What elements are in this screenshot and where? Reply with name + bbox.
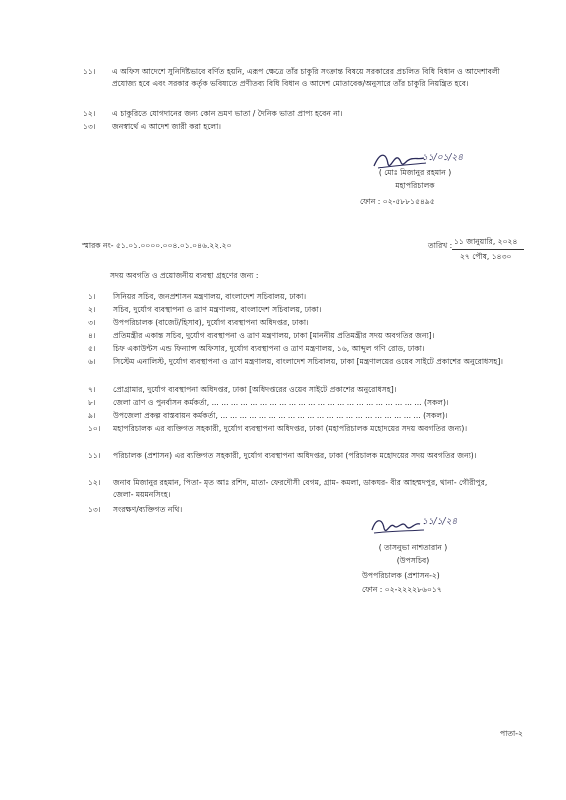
list-number: ১০। xyxy=(88,424,101,433)
list-text: জনাব মিজানুর রহমান, পিতা- মৃত আঃ রশিদ, মাতা- ফেরদৌসী বেগম, গ্রাম- কমলা, ডাকঘর- বীর আহম্মদপুর, থানা- গৌরীপুর, জেলা- ময়মনসিংহ। xyxy=(113,478,488,499)
page-number: পাতা-২ xyxy=(500,729,523,738)
signature-date: ১১/০১/২৪ xyxy=(422,153,464,163)
date-gregorian: ১১ জানুয়ারি, ২০২৪ xyxy=(454,237,518,246)
list-text: সংরক্ষণ/ব্যক্তিগত নথি। xyxy=(113,505,183,514)
clause-text: এ অফিস আদেশে সুনির্দিষ্টভাবে বর্ণিত হয়নি, এরূপ ক্ষেত্রে তাঁর চাকুরি সংক্রান্ত বিষয়ে সরকারের প্রচলিত বিধি বিধান ও আদেশাবলী প্রযোজ্য হবে এবং সরকার কর্তৃক ভবিষ্যতে প্রণীতব্য বিধি বিধান ও আদেশ মোতাবেক/অনুসারে তাঁর চাকুরি নিয়ন্ত্রিত হবে। xyxy=(112,67,500,88)
list-text: সচিব, দুর্যোগ ব্যবস্থাপনা ও ত্রাণ মন্ত্রণালয়, বাংলাদেশ সচিবালয়, ঢাকা। xyxy=(113,305,322,314)
list-number: ৩। xyxy=(88,318,96,327)
list-text: উপজেলা প্রকল্প বাস্তবায়ন কর্মকর্তা, ... ... ... ... ... ... ... ... ... ... ... ... ... ... ... ... ... ... ... ... ... (সকল)। xyxy=(113,411,448,420)
clause-number: ১২। xyxy=(83,109,96,118)
list-number: ২। xyxy=(88,305,96,314)
list-number: ৬। xyxy=(88,357,96,366)
date-divider xyxy=(452,249,524,250)
list-number: ৫। xyxy=(88,344,96,353)
distribution-intro: সদয় অবগতি ও প্রয়োজনীয় ব্যবস্থা গ্রহণের জন্য : xyxy=(110,271,259,280)
clause-text: এ চাকুরিতে যোগদানের জন্য কোন ভ্রমণ ভাতা / দৈনিক ভাতা প্রাপ্য হবেন না। xyxy=(112,109,343,118)
list-number: ১১। xyxy=(88,451,101,460)
clause-number: ১১। xyxy=(83,67,96,76)
signatory-title: মহাপরিচালক xyxy=(395,181,435,190)
date-label: তারিখ : xyxy=(428,241,453,250)
date-bangla: ২৭ পৌষ, ১৪৩০ xyxy=(460,252,512,261)
list-text: সিস্টেম এনালিস্ট, দুর্যোগ ব্যবস্থাপনা ও ত্রাণ মন্ত্রণালয়, বাংলাদেশ সচিবালয়, ঢাকা [মন্ত্রণালয়ের ওয়েব সাইটে প্রকাশের অনুরোধসহ]। xyxy=(113,357,504,366)
list-text: জেলা ত্রাণ ও পুনর্বাসন কর্মকর্তা, ... ... ... ... ... ... ... ... ... ... ... ... ... ... ... ... ... ... ... ... ... ... (সকল)। xyxy=(113,398,449,407)
clause-number: ১৩। xyxy=(83,122,96,131)
list-number: ৯। xyxy=(88,411,96,420)
signatory-phone: ফোন : ০২-৫৮৮১৫৪৯৫ xyxy=(360,197,435,206)
list-number: ৭। xyxy=(88,385,96,394)
list-text: চিফ একাউন্টস এন্ড ফিন্যান্স অফিসার, দুর্যোগ ব্যবস্থাপনা ও ত্রাণ মন্ত্রণালয়, ১৬, আব্দুল গণি রোড, ঢাকা। xyxy=(113,344,425,353)
list-number: ১৩। xyxy=(88,505,101,514)
signature-date: ১১/১/২৪ xyxy=(422,517,458,527)
list-text: সিনিয়র সচিব, জনপ্রশাসন মন্ত্রণালয়, বাংলাদেশ সচিবালয়, ঢাকা। xyxy=(113,292,307,301)
memo-reference: স্মারক নং- ৫১.০১.০০০০.০০৪.০১.০৪৬.২২.২০ xyxy=(82,241,232,250)
list-number: ১। xyxy=(88,292,96,301)
signatory-phone: ফোন : ০২-২২২২৮৬০১৭ xyxy=(362,585,442,594)
signatory-name: ( মোঃ মিজানুর রহমান ) xyxy=(378,168,452,177)
signatory-rank: (উপসচিব) xyxy=(396,556,430,565)
list-text: পরিচালক (প্রশাসন) এর ব্যক্তিগত সহকারী, দুর্যোগ ব্যবস্থাপনা অধিদপ্তর, ঢাকা (পরিচালক মহোদয়ের সদয় অবগতির জন্য)। xyxy=(113,451,477,460)
list-text: প্রোগ্রামার, দুর্যোগ ব্যবস্থাপনা অধিদপ্তর, ঢাকা [অধিদপ্তরের ওয়েব সাইটে প্রকাশের অনুরোধসহ]। xyxy=(113,385,397,394)
list-text: মহাপরিচালক এর ব্যক্তিগত সহকারী, দুর্যোগ ব্যবস্থাপনা অধিদপ্তর, ঢাকা (মহাপরিচালক মহোদয়ের সদয় অবগতির জন্য)। xyxy=(113,424,468,433)
list-text: প্রতিমন্ত্রীর একান্ত সচিব, দুর্যোগ ব্যবস্থাপনা ও ত্রাণ মন্ত্রণালয়, ঢাকা [মাননীয় প্রতিমন্ত্রীর সদয় অবগতির জন্য]। xyxy=(113,331,435,340)
list-number: ৪। xyxy=(88,331,96,340)
clause-text: জনস্বার্থে এ আদেশ জারী করা হলো। xyxy=(112,122,222,131)
signatory-title: উপপরিচালক (প্রশাসন-২) xyxy=(362,571,440,580)
list-number: ৮। xyxy=(88,398,96,407)
list-text: উপপরিচালক (বাজেট/হিসাব), দুর্যোগ ব্যবস্থাপনা অধিদপ্তর, ঢাকা। xyxy=(113,318,309,327)
signatory-name: ( তাসনুভা নাশতারান ) xyxy=(378,543,448,552)
list-number: ১২। xyxy=(88,478,101,487)
